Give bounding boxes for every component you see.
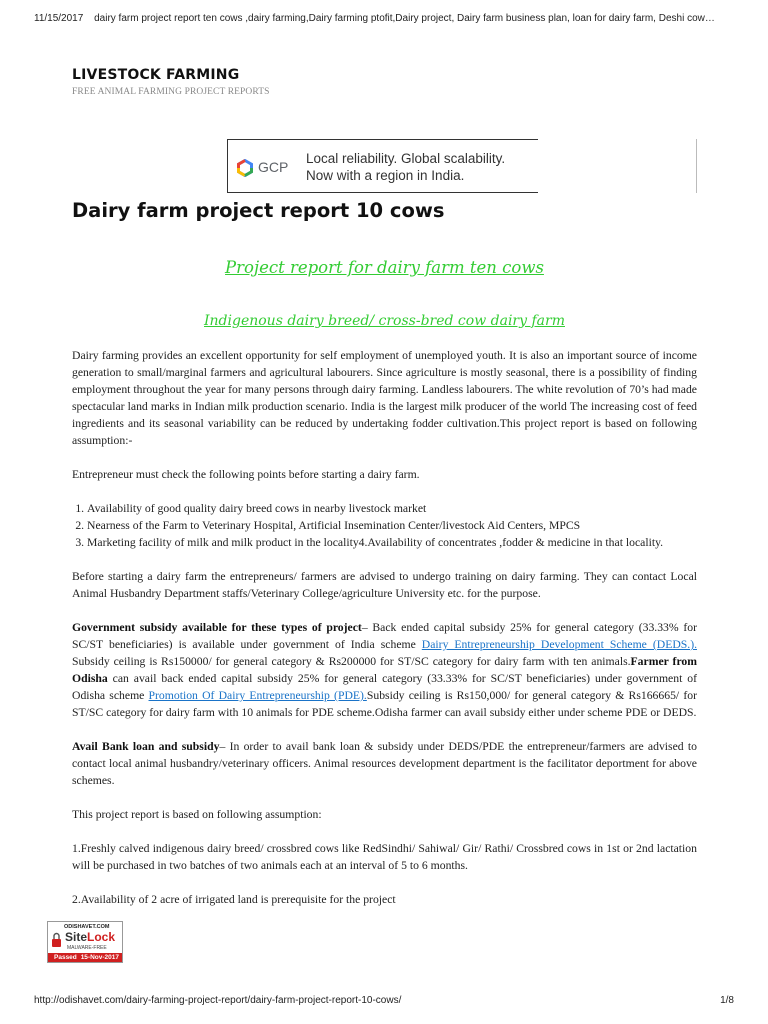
assumption-intro: This project report is based on following assumption: (72, 808, 322, 821)
subsidy-label: Government subsidy available for these types of project (72, 621, 362, 634)
bank-paragraph (72, 738, 697, 789)
ad-text (306, 150, 505, 184)
article-body (72, 347, 697, 925)
print-page-title: dairy farm project report ten cows ,dairy farming,Dairy farming ptofit,Dairy project, Dairy farm business plan, loan for dairy farm, Deshi cow… (94, 13, 715, 24)
subsidy-paragraph (72, 619, 697, 721)
sitelock-status: Passed (54, 954, 77, 961)
sitelock-badge[interactable] (47, 921, 123, 963)
list-item: 2. Nearness of the Farm to Veterinary Hospital, Artificial Insemination Center/livestock Aid Centers, MPCS (87, 517, 697, 534)
ad-brand: GCP (258, 159, 289, 175)
list-item: 1. Availability of good quality dairy breed cows in nearby livestock market (87, 500, 697, 517)
checklist-intro: Entrepreneur must check the following points before starting a dairy farm. (72, 468, 420, 481)
print-page-number: 1/8 (720, 995, 734, 1006)
bank-text: – In order to avail bank loan & subsidy under DEDS/PDE the entrepreneur/farmers are advised to contact local animal husbandry/veterinary officers. Animal resources development department is the facilitator deportment for above schemes. (72, 740, 697, 787)
assumption-1: 1.Freshly calved indigenous dairy breed/ crossbred cows like RedSindhi/ Sahiwal/ Gir/ Rathi/ Crossbred cows in 1st or 2nd lactation will be purchased in two batches of two animals each at an interval of 5 to 6 months. (72, 842, 697, 872)
lock-icon (51, 931, 62, 949)
deds-link[interactable]: Dairy Entrepreneurship Development Scheme (DEDS.). (421, 638, 698, 651)
subsidy-text-4: Subsidy ceiling is Rs150,000/ for general category & Rs166665/ for ST/SC category for dairy farm with 10 animals for PDE scheme.Odisha farmer can avail subsidy either under scheme PDE or DEDS. (72, 689, 697, 719)
sitelock-site: ODISHAVET.COM (64, 924, 110, 930)
print-header (34, 13, 744, 24)
sitelock-tag: MALWARE-FREE (67, 945, 107, 951)
intro-paragraph: Dairy farming provides an excellent opportunity for self employment of unemployed youth. It is also an important source of income generation to small/marginal farmers and agricultural labourers. Since agriculture is mostly seasonal, there is a possibility of finding employment throughout the year for many persons through dairy farming. Landless labourers. The white revolution of 70’s had made spectacular land marks in Indian milk production scenario. India is the largest milk producer of the world The increasing cost of feed ingredients and its seasonal variability can be reduced by undertaking fodder cultivation.This project report is based on following assumption:- (72, 349, 697, 447)
subsidy-text-3: can avail back ended capital subsidy 25% for general category (33.33% for SC/ST beneficiaries) under government of Odisha scheme (72, 672, 697, 702)
ad-divider (696, 139, 697, 193)
print-footer (34, 995, 734, 1006)
heading-project-report: Project report for dairy farm ten cows (225, 258, 544, 277)
assumption-2: 2.Availability of 2 acre of irrigated land is prerequisite for the project (72, 893, 396, 906)
article-title: Dairy farm project report 10 cows (72, 199, 445, 222)
ad-banner[interactable] (227, 139, 538, 193)
gcp-logo-icon (236, 159, 254, 177)
site-tagline: FREE ANIMAL FARMING PROJECT REPORTS (72, 87, 270, 97)
checklist (72, 500, 697, 551)
bank-label: Avail Bank loan and subsidy (72, 740, 220, 753)
ad-line-2: Now with a region in India. (306, 168, 465, 183)
pde-link[interactable]: Promotion Of Dairy Entrepreneurship (PDE). (148, 689, 367, 702)
ad-line-1: Local reliability. Global scalability. (306, 151, 506, 166)
sitelock-name-1: Site (65, 930, 88, 944)
print-date: 11/15/2017 (34, 13, 84, 24)
heading-breed: Indigenous dairy breed/ cross-bred cow dairy farm (204, 313, 565, 329)
training-paragraph: Before starting a dairy farm the entrepreneurs/ farmers are advised to undergo training on dairy farming. They can contact Local Animal Husbandry Department staffs/Veterinary College/agriculture University etc. for the purpose. (72, 570, 697, 600)
print-url: http://odishavet.com/dairy-farming-project-report/dairy-farm-project-report-10-cows/ (34, 995, 402, 1006)
subsidy-text-1: – Back ended capital subsidy 25% for general category (33.33% for SC/ST beneficiaries) is available under government of India scheme (72, 621, 697, 651)
subsidy-text-2: Subsidy ceiling is Rs150000/ for general category & Rs200000 for ST/SC category for dairy farm with ten animals. (72, 655, 631, 668)
sitelock-name (65, 930, 115, 944)
odisha-label: Farmer from Odisha (72, 655, 697, 685)
sitelock-status-bar (48, 953, 122, 962)
sitelock-date: 15-Nov-2017 (80, 954, 119, 961)
site-title[interactable]: LIVESTOCK FARMING (72, 67, 240, 83)
sitelock-name-2: Lock (87, 930, 116, 944)
list-item: 3. Marketing facility of milk and milk product in the locality4.Availability of concentrates ,fodder & medicine in that locality. (87, 534, 697, 551)
